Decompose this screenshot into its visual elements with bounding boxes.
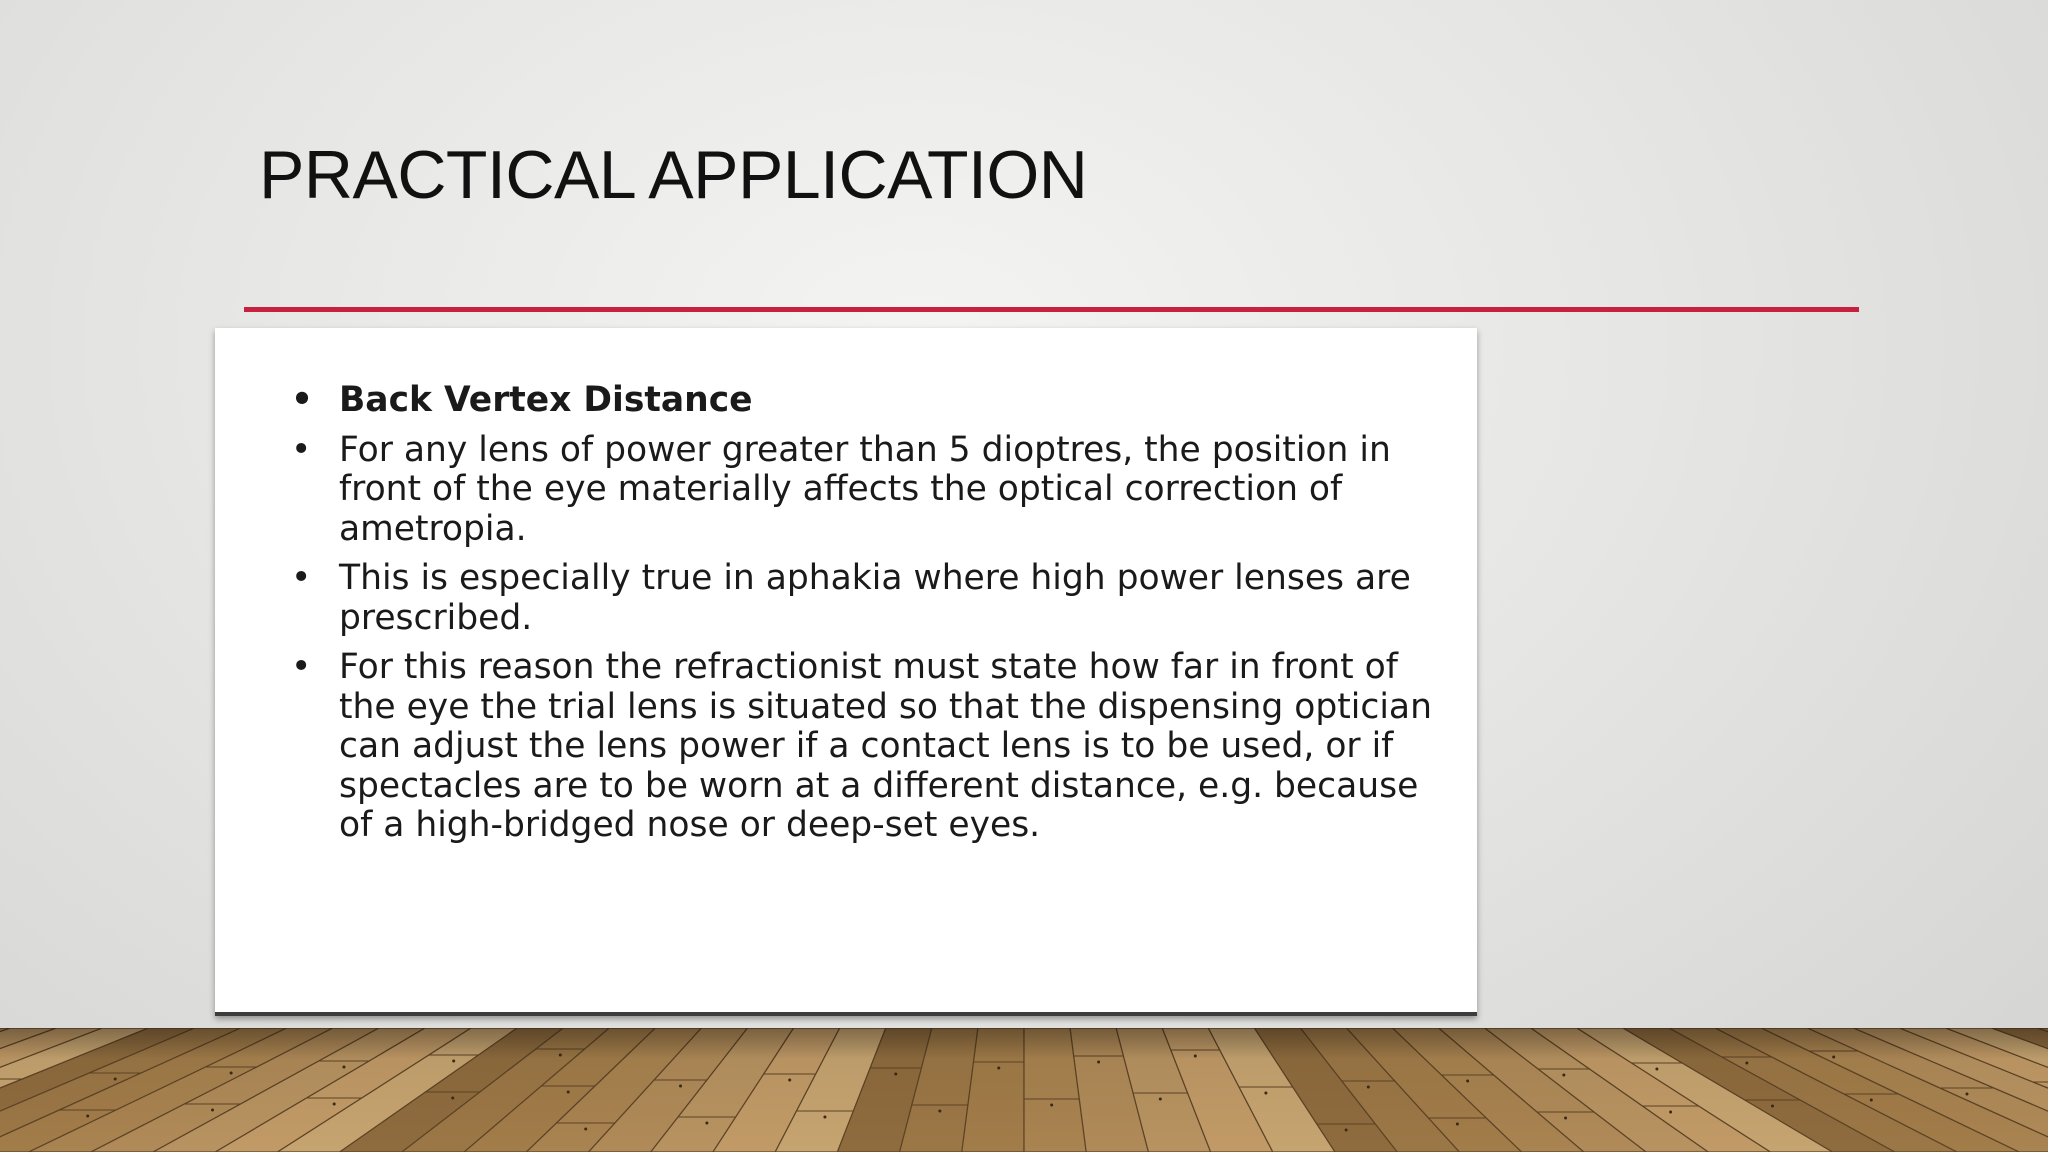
bullet-item: • This is especially true in aphakia where high power lenses are prescribed. <box>339 559 1449 638</box>
slide-title: PRACTICAL APPLICATION <box>259 137 1088 213</box>
bullet-item: • For any lens of power greater than 5 dioptres, the position in front of the eye materially affects the optical correction of ametropia. <box>339 431 1449 550</box>
bullet-list <box>339 381 1449 856</box>
content-image-card <box>215 328 1477 1016</box>
title-divider <box>244 307 1859 312</box>
wood-floor-texture <box>0 1028 2048 1152</box>
bullet-heading: • Back Vertex Distance <box>339 381 1449 421</box>
wood-floor-background <box>0 1028 2048 1152</box>
bullet-item: • For this reason the refractionist must state how far in front of the eye the trial lens is situated so that the dispensing optician can adjust the lens power if a contact lens is to be used, or if spectacles are to be worn at a different distance, e.g. because of a high-bridged nose or deep-set eyes. <box>339 648 1449 846</box>
